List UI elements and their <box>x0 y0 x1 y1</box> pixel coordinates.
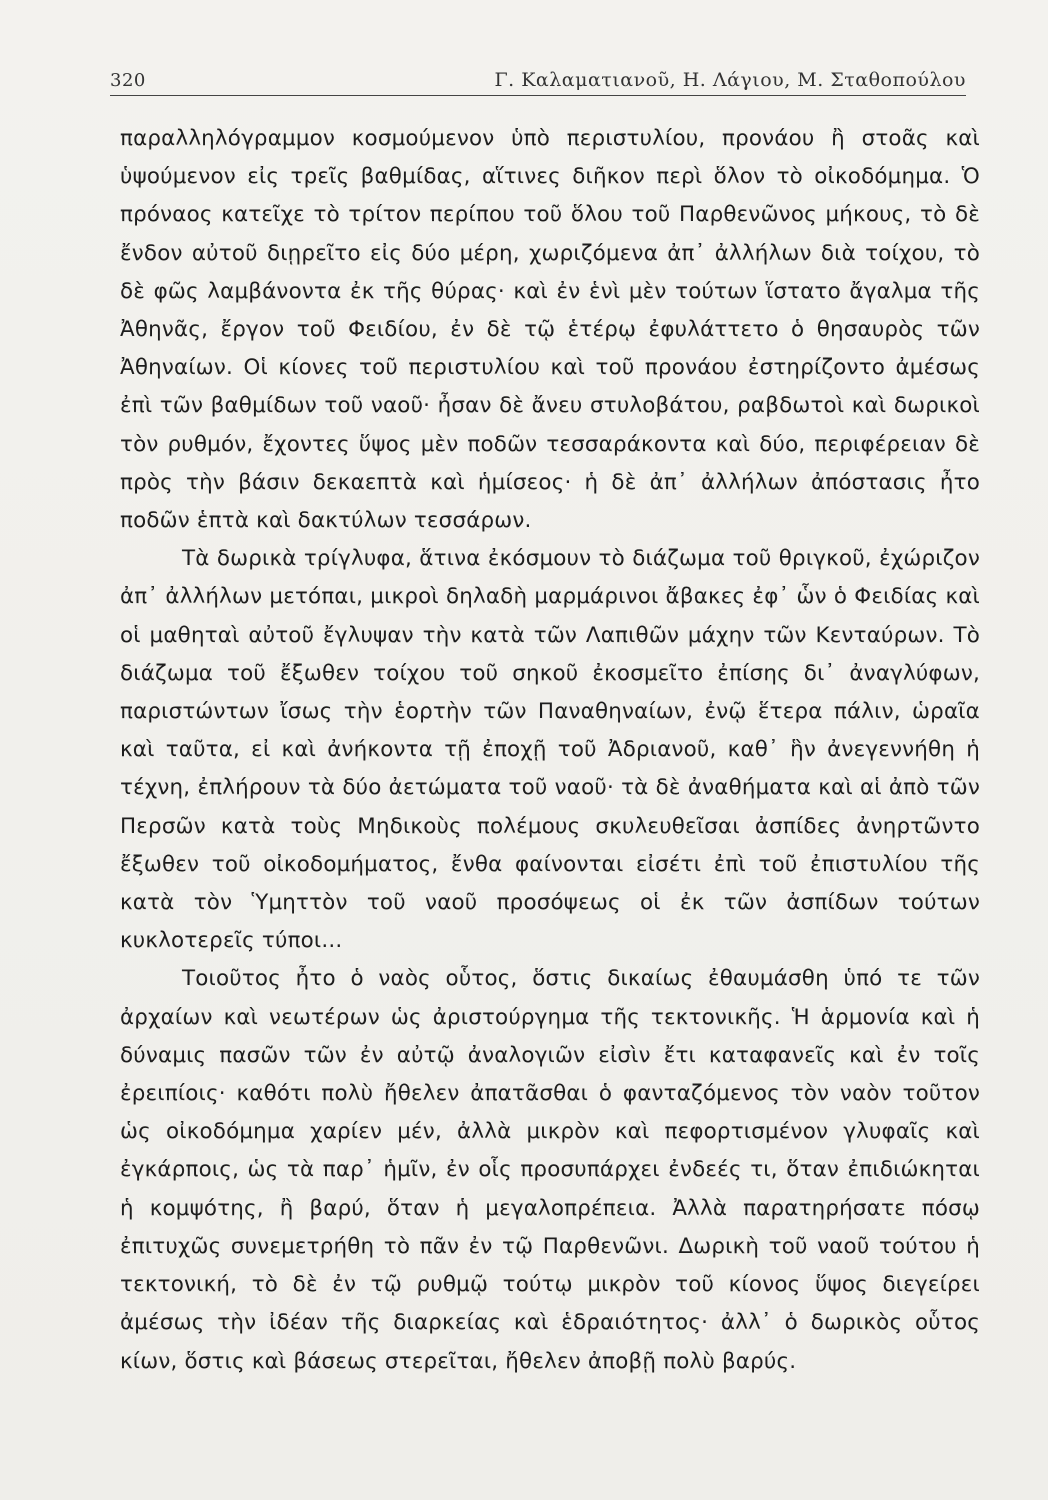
running-head <box>110 62 966 96</box>
running-head-authors: Γ. Καλαματιανοῦ, Η. Λάγιου, Μ. Σταθοπούλου <box>494 69 966 91</box>
page-number: 320 <box>110 70 146 91</box>
paragraph-1: παραλληλόγραμμον κοσμούμενον ὑπὸ περιστυλίου, προνάου ἢ στοᾶς καὶ ὑψούμενον εἰς τρεῖς βαθμίδας, αἵτινες διῆκον περὶ ὅλον τὸ οἰκοδόμημα. Ὁ πρόναος κατεῖχε τὸ τρίτον περίπου τοῦ ὅλου τοῦ Παρθενῶνος μήκους, τὸ δὲ ἔνδον αὐτοῦ διῃρεῖτο εἰς δύο μέρη, χωριζόμενα ἀπ᾿ ἀλλήλων διὰ τοίχου, τὸ δὲ φῶς λαμβάνοντα ἐκ τῆς θύρας· καὶ ἐν ἑνὶ μὲν τούτων ἵστατο ἄγαλμα τῆς Ἀθηνᾶς, ἔργον τοῦ Φειδίου, ἐν δὲ τῷ ἑτέρῳ ἐφυλάττετο ὁ θησαυρὸς τῶν Ἀθηναίων. Οἱ κίονες τοῦ περιστυλίου καὶ τοῦ προνάου ἐστηρίζοντο ἀμέσως ἐπὶ τῶν βαθμίδων τοῦ ναοῦ· ἦσαν δὲ ἄνευ στυλοβάτου, ραβδωτοὶ καὶ δωρικοὶ τὸν ρυθμόν, ἔχοντες ὕψος μὲν ποδῶν τεσσαράκοντα καὶ δύο, περιφέρειαν δὲ πρὸς τὴν βάσιν δεκαεπτὰ καὶ ἡμίσεος· ἡ δὲ ἀπ᾿ ἀλλήλων ἀπόστασις ἦτο ποδῶν ἑπτὰ καὶ δακτύλων τεσσάρων. <box>120 126 980 534</box>
body-text <box>120 120 980 1381</box>
paragraph-3: Τοιοῦτος ἦτο ὁ ναὸς οὗτος, ὅστις δικαίως ἐθαυμάσθη ὑπό τε τῶν ἀρχαίων καὶ νεωτέρων ὡς ἀριστούργημα τῆς τεκτονικῆς. Ἡ ἁρμονία καὶ ἡ δύναμις πασῶν τῶν ἐν αὐτῷ ἀναλογιῶν εἰσὶν ἔτι καταφανεῖς καὶ ἐν τοῖς ἐρειπίοις· καθότι πολὺ ἤθελεν ἀπατᾶσθαι ὁ φανταζόμενος τὸν ναὸν τοῦτον ὡς οἰκοδόμημα χαρίεν μέν, ἀλλὰ μικρὸν καὶ πεφορτισμένον γλυφαῖς καὶ ἐγκάρποις, ὡς τὰ παρ᾿ ἡμῖν, ἐν οἷς προσυπάρχει ἐνδεές τι, ὅταν ἐπιδιώκηται ἡ κομψότης, ἢ βαρύ, ὅταν ἡ μεγαλοπρέπεια. Ἀλλὰ παρατηρήσατε πόσῳ ἐπιτυχῶς συνεμετρήθη τὸ πᾶν ἐν τῷ Παρθενῶνι. Δωρικὴ τοῦ ναοῦ τούτου ἡ τεκτονική, τὸ δὲ ἐν τῷ ρυθμῷ τούτῳ μικρὸν τοῦ κίονος ὕψος διεγείρει ἀμέσως τὴν ἰδέαν τῆς διαρκείας καὶ ἑδραιότητος· ἀλλ᾿ ὁ δωρικὸς οὗτος κίων, ὅστις καὶ βάσεως στερεῖται, ἤθελεν ἀποβῇ πολὺ βαρύς. <box>120 966 980 1374</box>
paragraph-2: Τὰ δωρικὰ τρίγλυφα, ἅτινα ἐκόσμουν τὸ διάζωμα τοῦ θριγκοῦ, ἐχώριζον ἀπ᾿ ἀλλήλων μετόπαι, μικροὶ δηλαδὴ μαρμάρινοι ἄβακες ἐφ᾿ ὧν ὁ Φειδίας καὶ οἱ μαθηταὶ αὐτοῦ ἔγλυψαν τὴν κατὰ τῶν Λαπιθῶν μάχην τῶν Κενταύρων. Τὸ διάζωμα τοῦ ἔξωθεν τοίχου τοῦ σηκοῦ ἐκοσμεῖτο ἐπίσης δι᾿ ἀναγλύφων, παριστώντων ἴσως τὴν ἑορτὴν τῶν Παναθηναίων, ἐνῷ ἕτερα πάλιν, ὡραῖα καὶ ταῦτα, εἰ καὶ ἀνήκοντα τῇ ἐποχῇ τοῦ Ἀδριανοῦ, καθ᾿ ἣν ἀνεγεννήθη ἡ τέχνη, ἐπλήρουν τὰ δύο ἀετώματα τοῦ ναοῦ· τὰ δὲ ἀναθήματα καὶ αἱ ἀπὸ τῶν Περσῶν κατὰ τοὺς Μηδικοὺς πολέμους σκυλευθεῖσαι ἀσπίδες ἀνηρτῶντο ἔξωθεν τοῦ οἰκοδομήματος, ἔνθα φαίνονται εἰσέτι ἐπὶ τοῦ ἐπιστυλίου τῆς κατὰ τὸν Ὑμηττὸν τοῦ ναοῦ προσόψεως οἱ ἐκ τῶν ἀσπίδων τούτων κυκλοτερεῖς τύποι... <box>120 546 980 954</box>
